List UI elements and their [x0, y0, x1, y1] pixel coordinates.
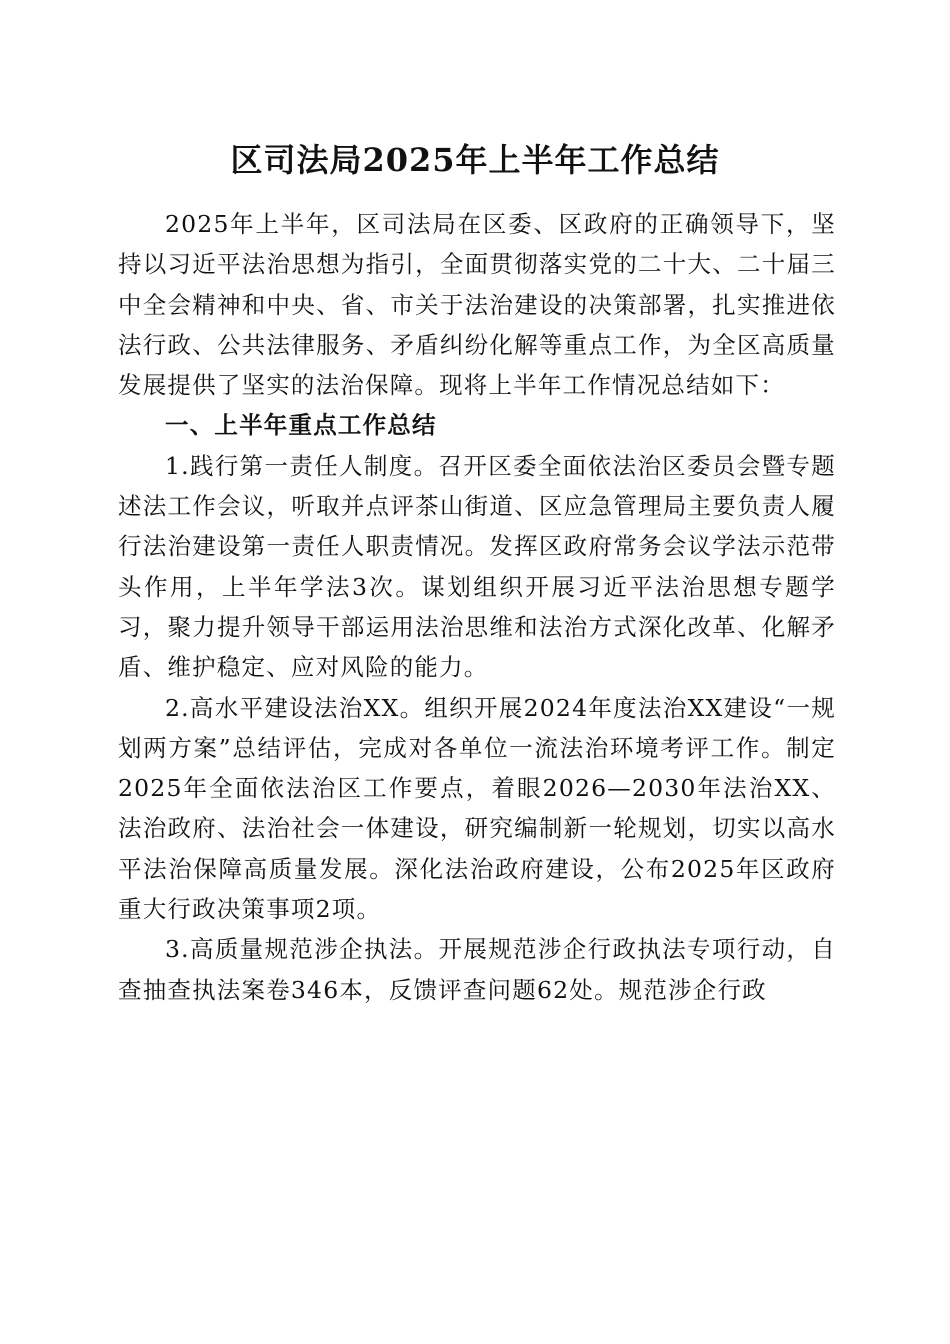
document-body: [118, 204, 836, 1010]
item-paragraph-3: 3.高质量规范涉企执法。开展规范涉企行政执法专项行动，自查抽查执法案卷346本，反馈评查问题62处。规范涉企行政: [118, 935, 836, 1004]
item-paragraph-2: 2.高水平建设法治XX。组织开展2024年度法治XX建设“一规划两方案”总结评估，完成对各单位一流法治环境考评工作。制定2025年全面依法治区工作要点，着眼2026—2030年法治XX、法治政府、法治社会一体建设，研究编制新一轮规划，切实以高水平法治保障高质量发展。深化法治政府建设，公布2025年区政府重大行政决策事项2项。: [118, 693, 836, 924]
item-paragraph-1: 1.践行第一责任人制度。召开区委全面依法治区委员会暨专题述法工作会议，听取并点评茶山街道、区应急管理局主要负责人履行法治建设第一责任人职责情况。发挥区政府常务会议学法示范带头作用，上半年学法3次。谋划组织开展习近平法治思想专题学习，聚力提升领导干部运用法治思维和法治方式深化改革、化解矛盾、维护稳定、应对风险的能力。: [118, 451, 836, 682]
document-title: 区司法局2025年上半年工作总结: [230, 141, 720, 179]
section-heading: 一、上半年重点工作总结: [165, 411, 437, 440]
intro-paragraph: 2025年上半年，区司法局在区委、区政府的正确领导下，坚持以习近平法治思想为指引，全面贯彻落实党的二十大、二十届三中全会精神和中央、省、市关于法治建设的决策部署，扎实推进依法行政、公共法律服务、矛盾纠纷化解等重点工作，为全区高质量发展提供了坚实的法治保障。现将上半年工作情况总结如下：: [118, 210, 836, 400]
